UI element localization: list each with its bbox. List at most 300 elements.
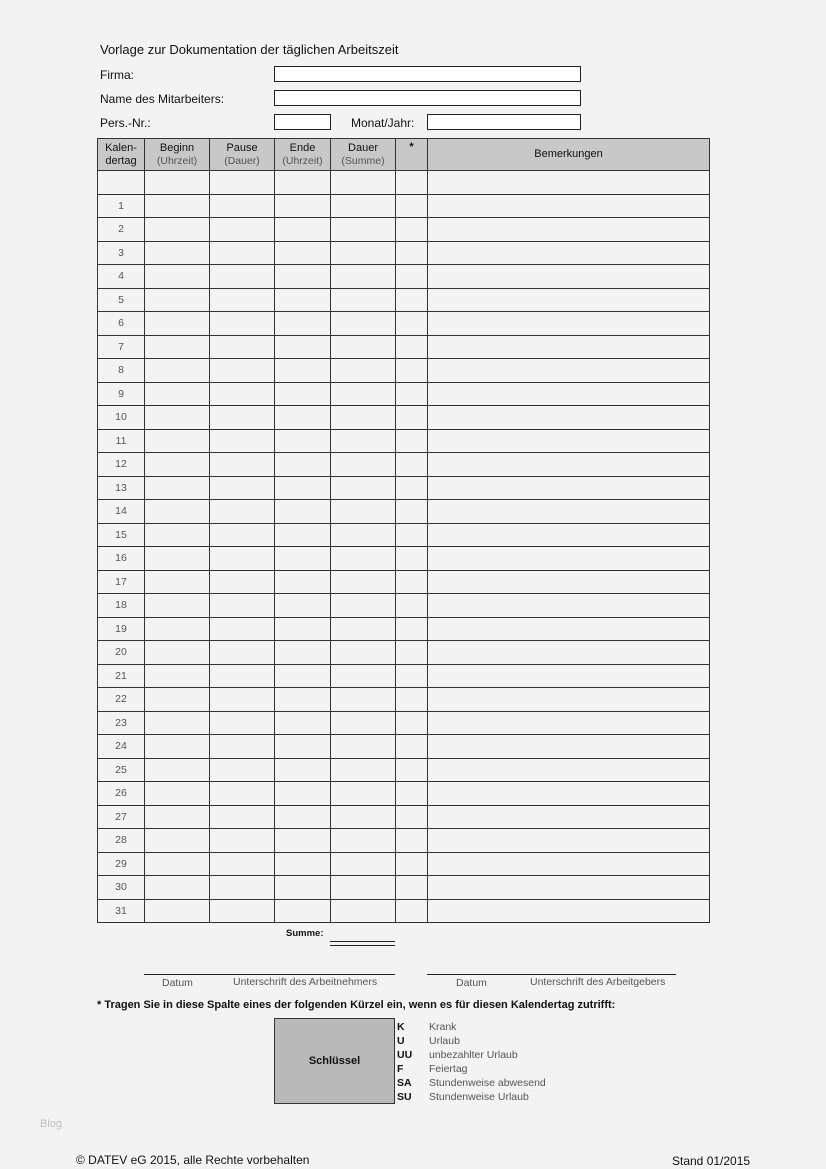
day-cell: 23	[98, 711, 145, 735]
entry-cell[interactable]	[396, 288, 428, 312]
entry-cell[interactable]	[210, 500, 275, 524]
entry-cell[interactable]	[331, 782, 396, 806]
entry-cell[interactable]	[210, 429, 275, 453]
signature-employee-date: Datum	[162, 977, 193, 989]
entry-cell[interactable]	[396, 876, 428, 900]
entry-cell[interactable]	[331, 899, 396, 923]
signature-line-employer	[427, 974, 676, 975]
entry-cell[interactable]	[210, 312, 275, 336]
entry-cell[interactable]	[145, 429, 210, 453]
entry-cell[interactable]	[428, 617, 710, 641]
entry-cell[interactable]	[428, 641, 710, 665]
day-cell: 1	[98, 194, 145, 218]
table-row	[98, 523, 710, 547]
day-cell: 19	[98, 617, 145, 641]
entry-cell[interactable]	[275, 359, 331, 383]
entry-cell[interactable]	[396, 406, 428, 430]
entry-cell[interactable]	[210, 547, 275, 571]
entry-cell[interactable]	[275, 476, 331, 500]
monat-label: Monat/Jahr:	[351, 116, 415, 130]
day-cell: 30	[98, 876, 145, 900]
entry-cell[interactable]	[145, 829, 210, 853]
key-item	[397, 1076, 546, 1090]
entry-cell[interactable]	[331, 382, 396, 406]
entry-cell[interactable]	[145, 241, 210, 265]
key-item	[397, 1048, 546, 1062]
entry-cell[interactable]	[275, 688, 331, 712]
table-row	[98, 265, 710, 289]
entry-cell[interactable]	[331, 453, 396, 477]
entry-cell[interactable]	[275, 664, 331, 688]
entry-cell[interactable]	[396, 735, 428, 759]
entry-cell[interactable]	[145, 899, 210, 923]
day-cell: 11	[98, 429, 145, 453]
table-row	[98, 359, 710, 383]
entry-cell[interactable]	[210, 335, 275, 359]
entry-cell[interactable]	[145, 758, 210, 782]
entry-cell[interactable]	[145, 641, 210, 665]
key-desc: Krank	[429, 1021, 457, 1033]
day-cell: 12	[98, 453, 145, 477]
entry-cell[interactable]	[396, 617, 428, 641]
entry-cell[interactable]	[145, 359, 210, 383]
header-pause: Pause (Dauer)	[210, 139, 275, 171]
entry-cell[interactable]	[331, 500, 396, 524]
entry-cell[interactable]	[428, 359, 710, 383]
entry-cell[interactable]	[210, 194, 275, 218]
entry-cell[interactable]	[145, 688, 210, 712]
header-star: *	[396, 139, 428, 171]
table-row	[98, 829, 710, 853]
entry-cell[interactable]	[428, 805, 710, 829]
entry-cell[interactable]	[331, 476, 396, 500]
mitarbeiter-label: Name des Mitarbeiters:	[100, 92, 225, 106]
key-code: SA	[397, 1077, 412, 1089]
day-cell: 25	[98, 758, 145, 782]
entry-cell[interactable]	[396, 899, 428, 923]
entry-cell[interactable]	[145, 335, 210, 359]
entry-cell[interactable]	[331, 805, 396, 829]
entry-cell[interactable]	[210, 265, 275, 289]
entry-cell[interactable]	[396, 641, 428, 665]
entry-cell[interactable]	[275, 641, 331, 665]
entry-cell[interactable]	[396, 265, 428, 289]
entry-cell[interactable]	[210, 218, 275, 242]
day-cell: 20	[98, 641, 145, 665]
entry-cell[interactable]	[428, 194, 710, 218]
entry-cell[interactable]	[275, 218, 331, 242]
entry-cell[interactable]	[428, 523, 710, 547]
entry-cell[interactable]	[331, 218, 396, 242]
entry-cell[interactable]	[210, 711, 275, 735]
entry-cell[interactable]	[275, 382, 331, 406]
key-code: UU	[397, 1049, 413, 1061]
entry-cell[interactable]	[428, 382, 710, 406]
entry-cell[interactable]	[210, 688, 275, 712]
entry-cell[interactable]	[275, 594, 331, 618]
entry-cell[interactable]	[396, 688, 428, 712]
entry-cell[interactable]	[331, 876, 396, 900]
entry-cell[interactable]	[428, 899, 710, 923]
table-row	[98, 876, 710, 900]
entry-cell[interactable]	[275, 335, 331, 359]
entry-cell[interactable]	[145, 547, 210, 571]
key-item	[397, 1034, 546, 1048]
entry-cell[interactable]	[145, 218, 210, 242]
key-item	[397, 1090, 546, 1104]
entry-cell[interactable]	[145, 570, 210, 594]
day-cell: 10	[98, 406, 145, 430]
entry-cell[interactable]	[331, 335, 396, 359]
table-row	[98, 570, 710, 594]
key-item	[397, 1062, 546, 1076]
day-cell: 17	[98, 570, 145, 594]
table-row	[98, 194, 710, 218]
entry-cell[interactable]	[275, 899, 331, 923]
table-row	[98, 711, 710, 735]
day-cell: 31	[98, 899, 145, 923]
persnr-field[interactable]	[274, 114, 331, 130]
entry-cell[interactable]	[428, 171, 710, 195]
entry-cell[interactable]	[428, 500, 710, 524]
entry-cell[interactable]	[275, 171, 331, 195]
day-cell: 5	[98, 288, 145, 312]
table-row	[98, 688, 710, 712]
entry-cell[interactable]	[145, 453, 210, 477]
entry-cell[interactable]	[331, 429, 396, 453]
entry-cell[interactable]	[275, 406, 331, 430]
entry-cell[interactable]	[331, 570, 396, 594]
entry-cell[interactable]	[331, 171, 396, 195]
entry-cell[interactable]	[331, 523, 396, 547]
entry-cell[interactable]	[396, 194, 428, 218]
day-cell: 15	[98, 523, 145, 547]
day-cell: 3	[98, 241, 145, 265]
entry-cell[interactable]	[428, 570, 710, 594]
firma-field[interactable]	[274, 66, 581, 82]
entry-cell[interactable]	[428, 406, 710, 430]
entry-cell[interactable]	[396, 171, 428, 195]
entry-cell[interactable]	[331, 688, 396, 712]
watermark: Blog	[40, 1118, 63, 1130]
entry-cell[interactable]	[396, 594, 428, 618]
entry-cell[interactable]	[210, 594, 275, 618]
entry-cell[interactable]	[275, 523, 331, 547]
entry-cell[interactable]	[396, 335, 428, 359]
entry-cell[interactable]	[210, 359, 275, 383]
entry-cell[interactable]	[428, 876, 710, 900]
entry-cell[interactable]	[396, 782, 428, 806]
table-row	[98, 312, 710, 336]
signature-employer-text: Unterschrift des Arbeitgebers	[530, 976, 666, 988]
entry-cell[interactable]	[145, 523, 210, 547]
table-row	[98, 241, 710, 265]
footer-copyright: © DATEV eG 2015, alle Rechte vorbehalten	[76, 1153, 310, 1167]
table-row	[98, 218, 710, 242]
key-code: U	[397, 1035, 405, 1047]
table-row	[98, 594, 710, 618]
table-row	[98, 335, 710, 359]
entry-cell[interactable]	[331, 711, 396, 735]
mitarbeiter-field[interactable]	[274, 90, 581, 106]
entry-cell[interactable]	[428, 335, 710, 359]
entry-cell[interactable]	[145, 876, 210, 900]
entry-cell[interactable]	[331, 194, 396, 218]
day-cell: 18	[98, 594, 145, 618]
entry-cell[interactable]	[145, 735, 210, 759]
entry-cell[interactable]	[428, 664, 710, 688]
entry-cell[interactable]	[275, 711, 331, 735]
key-code: F	[397, 1063, 404, 1075]
table-row	[98, 758, 710, 782]
entry-cell[interactable]	[210, 876, 275, 900]
day-cell: 21	[98, 664, 145, 688]
entry-cell[interactable]	[428, 265, 710, 289]
entry-cell[interactable]	[275, 429, 331, 453]
table-row	[98, 500, 710, 524]
entry-cell[interactable]	[275, 500, 331, 524]
entry-cell[interactable]	[428, 476, 710, 500]
entry-cell[interactable]	[428, 758, 710, 782]
entry-cell[interactable]	[428, 218, 710, 242]
entry-cell[interactable]	[396, 382, 428, 406]
entry-cell[interactable]	[210, 523, 275, 547]
entry-cell[interactable]	[145, 194, 210, 218]
entry-cell[interactable]	[396, 547, 428, 571]
entry-cell[interactable]	[331, 617, 396, 641]
entry-cell[interactable]	[275, 876, 331, 900]
entry-cell[interactable]	[210, 899, 275, 923]
key-desc: Feiertag	[429, 1063, 468, 1075]
table-header-row	[98, 139, 710, 171]
signature-employee-text: Unterschrift des Arbeitnehmers	[233, 976, 378, 988]
table-row	[98, 429, 710, 453]
day-cell: 27	[98, 805, 145, 829]
entry-cell[interactable]	[210, 570, 275, 594]
key-desc: Stundenweise abwesend	[429, 1077, 546, 1089]
entry-cell[interactable]	[428, 711, 710, 735]
entry-cell[interactable]	[275, 547, 331, 571]
entry-cell[interactable]	[145, 617, 210, 641]
table-row	[98, 171, 710, 195]
entry-cell[interactable]	[428, 829, 710, 853]
entry-cell[interactable]	[275, 241, 331, 265]
entry-cell[interactable]	[275, 782, 331, 806]
entry-cell[interactable]	[145, 594, 210, 618]
entry-cell[interactable]	[396, 852, 428, 876]
entry-cell[interactable]	[428, 735, 710, 759]
key-list	[397, 1020, 546, 1104]
table-row	[98, 735, 710, 759]
entry-cell[interactable]	[428, 594, 710, 618]
table-row	[98, 617, 710, 641]
table-row	[98, 782, 710, 806]
footnote: * Tragen Sie in diese Spalte eines der folgenden Kürzel ein, wenn es für diesen Kalendertag zutrifft:	[97, 999, 616, 1011]
entry-cell[interactable]	[331, 664, 396, 688]
signature-line-employee	[144, 974, 395, 975]
header-bemerkungen: Bemerkungen	[428, 139, 710, 171]
day-cell	[98, 171, 145, 195]
entry-cell[interactable]	[331, 288, 396, 312]
entry-cell[interactable]	[145, 782, 210, 806]
signature-employer-date: Datum	[456, 977, 487, 989]
key-desc: Urlaub	[429, 1035, 460, 1047]
key-box: Schlüssel	[274, 1018, 395, 1104]
entry-cell[interactable]	[210, 641, 275, 665]
persnr-label: Pers.-Nr.:	[100, 116, 151, 130]
entry-cell[interactable]	[275, 829, 331, 853]
entry-cell[interactable]	[145, 265, 210, 289]
entry-cell[interactable]	[428, 782, 710, 806]
entry-cell[interactable]	[396, 218, 428, 242]
table-row	[98, 406, 710, 430]
entry-cell[interactable]	[331, 735, 396, 759]
time-table	[97, 138, 710, 923]
entry-cell[interactable]	[331, 312, 396, 336]
entry-cell[interactable]	[275, 312, 331, 336]
entry-cell[interactable]	[275, 288, 331, 312]
entry-cell[interactable]	[210, 382, 275, 406]
entry-cell[interactable]	[145, 664, 210, 688]
table-row	[98, 664, 710, 688]
entry-cell[interactable]	[145, 382, 210, 406]
entry-cell[interactable]	[331, 829, 396, 853]
day-cell: 14	[98, 500, 145, 524]
entry-cell[interactable]	[145, 476, 210, 500]
entry-cell[interactable]	[396, 429, 428, 453]
entry-cell[interactable]	[275, 265, 331, 289]
header-dauer: Dauer (Summe)	[331, 139, 396, 171]
entry-cell[interactable]	[210, 664, 275, 688]
entry-cell[interactable]	[396, 758, 428, 782]
entry-cell[interactable]	[210, 782, 275, 806]
table-row	[98, 547, 710, 571]
entry-cell[interactable]	[396, 359, 428, 383]
entry-cell[interactable]	[145, 805, 210, 829]
entry-cell[interactable]	[331, 758, 396, 782]
entry-cell[interactable]	[428, 852, 710, 876]
entry-cell[interactable]	[331, 641, 396, 665]
entry-cell[interactable]	[331, 265, 396, 289]
entry-cell[interactable]	[145, 171, 210, 195]
entry-cell[interactable]	[275, 570, 331, 594]
entry-cell[interactable]	[331, 406, 396, 430]
entry-cell[interactable]	[210, 735, 275, 759]
entry-cell[interactable]	[275, 758, 331, 782]
entry-cell[interactable]	[396, 805, 428, 829]
entry-cell[interactable]	[396, 523, 428, 547]
entry-cell[interactable]	[275, 852, 331, 876]
entry-cell[interactable]	[210, 171, 275, 195]
key-desc: Stundenweise Urlaub	[429, 1091, 529, 1103]
entry-cell[interactable]	[275, 805, 331, 829]
header-beginn: Beginn (Uhrzeit)	[145, 139, 210, 171]
entry-cell[interactable]	[145, 500, 210, 524]
entry-cell[interactable]	[428, 312, 710, 336]
summe-double-line	[330, 941, 395, 946]
table-row	[98, 382, 710, 406]
entry-cell[interactable]	[145, 288, 210, 312]
table-row	[98, 476, 710, 500]
summe-label: Summe:	[286, 928, 324, 939]
entry-cell[interactable]	[396, 664, 428, 688]
entry-cell[interactable]	[210, 406, 275, 430]
entry-cell[interactable]	[396, 570, 428, 594]
entry-cell[interactable]	[396, 312, 428, 336]
entry-cell[interactable]	[145, 312, 210, 336]
entry-cell[interactable]	[396, 476, 428, 500]
entry-cell[interactable]	[331, 241, 396, 265]
entry-cell[interactable]	[331, 359, 396, 383]
table-row	[98, 641, 710, 665]
entry-cell[interactable]	[396, 500, 428, 524]
day-cell: 16	[98, 547, 145, 571]
entry-cell[interactable]	[210, 758, 275, 782]
day-cell: 9	[98, 382, 145, 406]
entry-cell[interactable]	[210, 829, 275, 853]
day-cell: 6	[98, 312, 145, 336]
entry-cell[interactable]	[396, 453, 428, 477]
entry-cell[interactable]	[210, 241, 275, 265]
entry-cell[interactable]	[331, 852, 396, 876]
entry-cell[interactable]	[275, 617, 331, 641]
day-cell: 26	[98, 782, 145, 806]
day-cell: 4	[98, 265, 145, 289]
entry-cell[interactable]	[275, 453, 331, 477]
firma-label: Firma:	[100, 68, 134, 82]
day-cell: 7	[98, 335, 145, 359]
key-desc: unbezahlter Urlaub	[429, 1049, 518, 1061]
header-kalendertag: Kalen- dertag	[98, 139, 145, 171]
entry-cell[interactable]	[210, 852, 275, 876]
day-cell: 8	[98, 359, 145, 383]
day-cell: 28	[98, 829, 145, 853]
entry-cell[interactable]	[275, 735, 331, 759]
entry-cell[interactable]	[396, 829, 428, 853]
entry-cell[interactable]	[428, 547, 710, 571]
entry-cell[interactable]	[145, 406, 210, 430]
entry-cell[interactable]	[428, 688, 710, 712]
entry-cell[interactable]	[428, 288, 710, 312]
table-row	[98, 899, 710, 923]
entry-cell[interactable]	[428, 241, 710, 265]
entry-cell[interactable]	[331, 547, 396, 571]
entry-cell[interactable]	[210, 476, 275, 500]
footer-date: Stand 01/2015	[672, 1154, 751, 1168]
key-code: SU	[397, 1091, 412, 1103]
entry-cell[interactable]	[210, 453, 275, 477]
table-row	[98, 288, 710, 312]
entry-cell[interactable]	[428, 453, 710, 477]
entry-cell[interactable]	[145, 852, 210, 876]
monat-field[interactable]	[427, 114, 581, 130]
table-row	[98, 852, 710, 876]
day-cell: 22	[98, 688, 145, 712]
day-cell: 24	[98, 735, 145, 759]
entry-cell[interactable]	[428, 429, 710, 453]
table-row	[98, 805, 710, 829]
day-cell: 13	[98, 476, 145, 500]
entry-cell[interactable]	[210, 805, 275, 829]
day-cell: 29	[98, 852, 145, 876]
entry-cell[interactable]	[210, 288, 275, 312]
entry-cell[interactable]	[396, 711, 428, 735]
entry-cell[interactable]	[275, 194, 331, 218]
entry-cell[interactable]	[331, 594, 396, 618]
entry-cell[interactable]	[210, 617, 275, 641]
entry-cell[interactable]	[145, 711, 210, 735]
entry-cell[interactable]	[396, 241, 428, 265]
